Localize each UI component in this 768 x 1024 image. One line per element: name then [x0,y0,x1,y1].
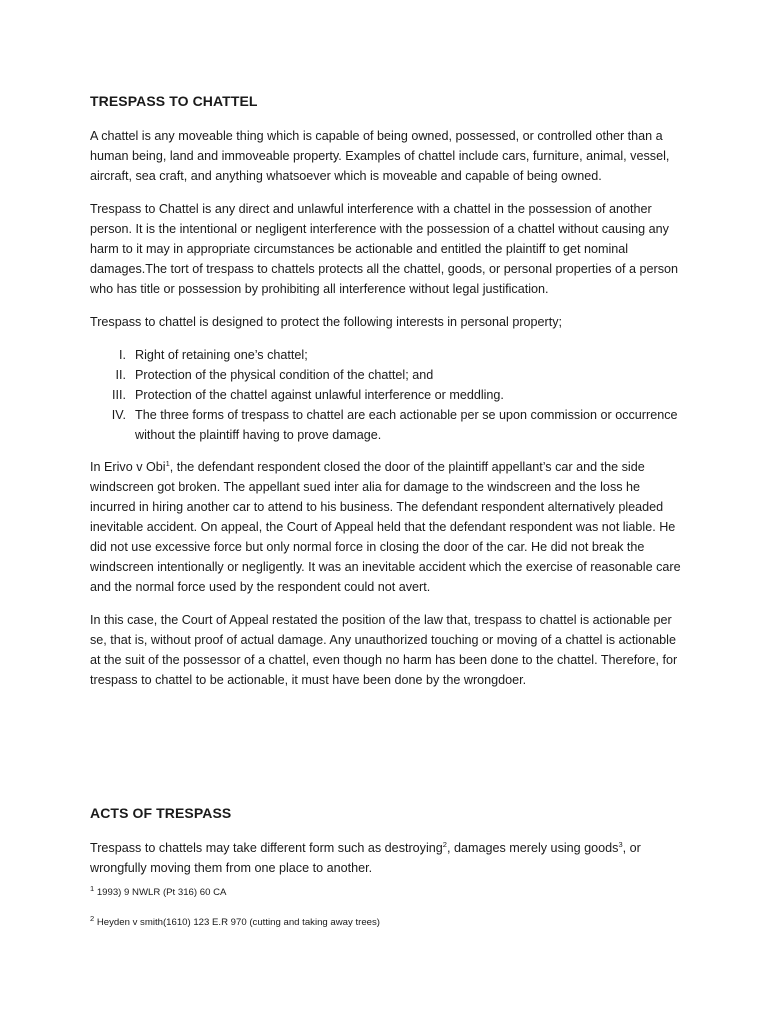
case-lead-text: In Erivo v Obi [90,460,166,474]
paragraph-chattel-definition: A chattel is any moveable thing which is capable of being owned, possessed, or controlled other than a human being, land and immoveable property. Examples of chattel include cars, furniture, animal, vessel, aircraft, sea craft, and anything whatsoever which is moveable and capable of being owned. [90,129,670,183]
list-item-text: Protection of the physical condition of the chattel; and [135,368,434,382]
paragraph-erivo-v-obi [90,457,682,597]
paragraph-protected-interests-intro: Trespass to chattel is designed to protect the following interests in personal property; [90,315,563,329]
section-heading-trespass-to-chattel: TRESPASS TO CHATTEL [90,93,258,109]
list-item-number: II. [115,368,126,382]
acts-text-b: , damages merely using goods [446,841,619,855]
footnote-2 [90,913,682,930]
list-item-number: III. [112,388,126,402]
footnote-number: 1 [90,883,95,893]
acts-text-a: Trespass to chattels may take different form such as destroying [90,841,443,855]
acts-text-c: , or wrongfully moving them from one place to another. [90,841,641,875]
footnote-1 [90,883,682,900]
list-item [90,385,682,405]
list-item-number: I. [119,348,126,362]
footnote-ref-1[interactable]: 1 [165,458,170,468]
section-heading-acts-of-trespass: ACTS OF TRESPASS [90,805,232,821]
protected-interests-list [90,345,682,445]
footnote-number: 2 [90,913,95,923]
list-item [90,345,682,365]
list-item [90,405,682,445]
list-item-text: Right of retaining one’s chattel; [135,348,308,362]
case-body-text: , the defendant respondent closed the door of the plaintiff appellant’s car and the side windscreen got broken. The appellant sued inter alia for damage to the windscreen and the loss he incurred in hiring another car to attend to his business. The defendant respondent alternatively pleaded inevitable accident. On appeal, the Court of Appeal held that the defendant respondent was not liable. He did not use excessive force but only normal force in closing the door of the car. He did not break the windscreen intentionally or negligently. It was an inevitable accident which the exercise of reasonable care and the normal force used by the respondent could not avert. [90,460,681,594]
footnote-ref-3[interactable]: 3 [618,839,623,849]
list-item-number: IV. [111,408,126,422]
paragraph-court-of-appeal: In this case, the Court of Appeal restated the position of the law that, trespass to chattel is actionable per se, that is, without proof of actual damage. Any unauthorized touching or moving of a chattel is actionable at the suit of the possessor of a chattel, even though no harm has been done to the chattel. Therefore, for trespass to chattel to be actionable, it must have been done by the wrongdoer. [90,613,678,687]
paragraph-trespass-definition: Trespass to Chattel is any direct and unlawful interference with a chattel in the possession of another person. It is the intentional or negligent interference with the possession of a chattel without causing any harm to it may in appropriate circumstances be actionable and entitled the plaintiff to get nominal damages.The tort of trespass to chattels protects all the chattel, goods, or personal properties of a person who has title or possession by prohibiting all interference without legal justification. [90,202,679,296]
list-item-text: Protection of the chattel against unlawful interference or meddling. [135,388,504,402]
footnote-ref-2[interactable]: 2 [442,839,447,849]
list-item [90,365,682,385]
list-item-text: The three forms of trespass to chattel are each actionable per se upon commission or occurrence without the plaintiff having to prove damage. [135,408,678,442]
footnote-text: Heyden v smith(1610) 123 E.R 970 (cutting and taking away trees) [94,917,381,928]
footnote-text: 1993) 9 NWLR (Pt 316) 60 CA [94,887,227,898]
paragraph-acts-of-trespass [90,838,682,878]
